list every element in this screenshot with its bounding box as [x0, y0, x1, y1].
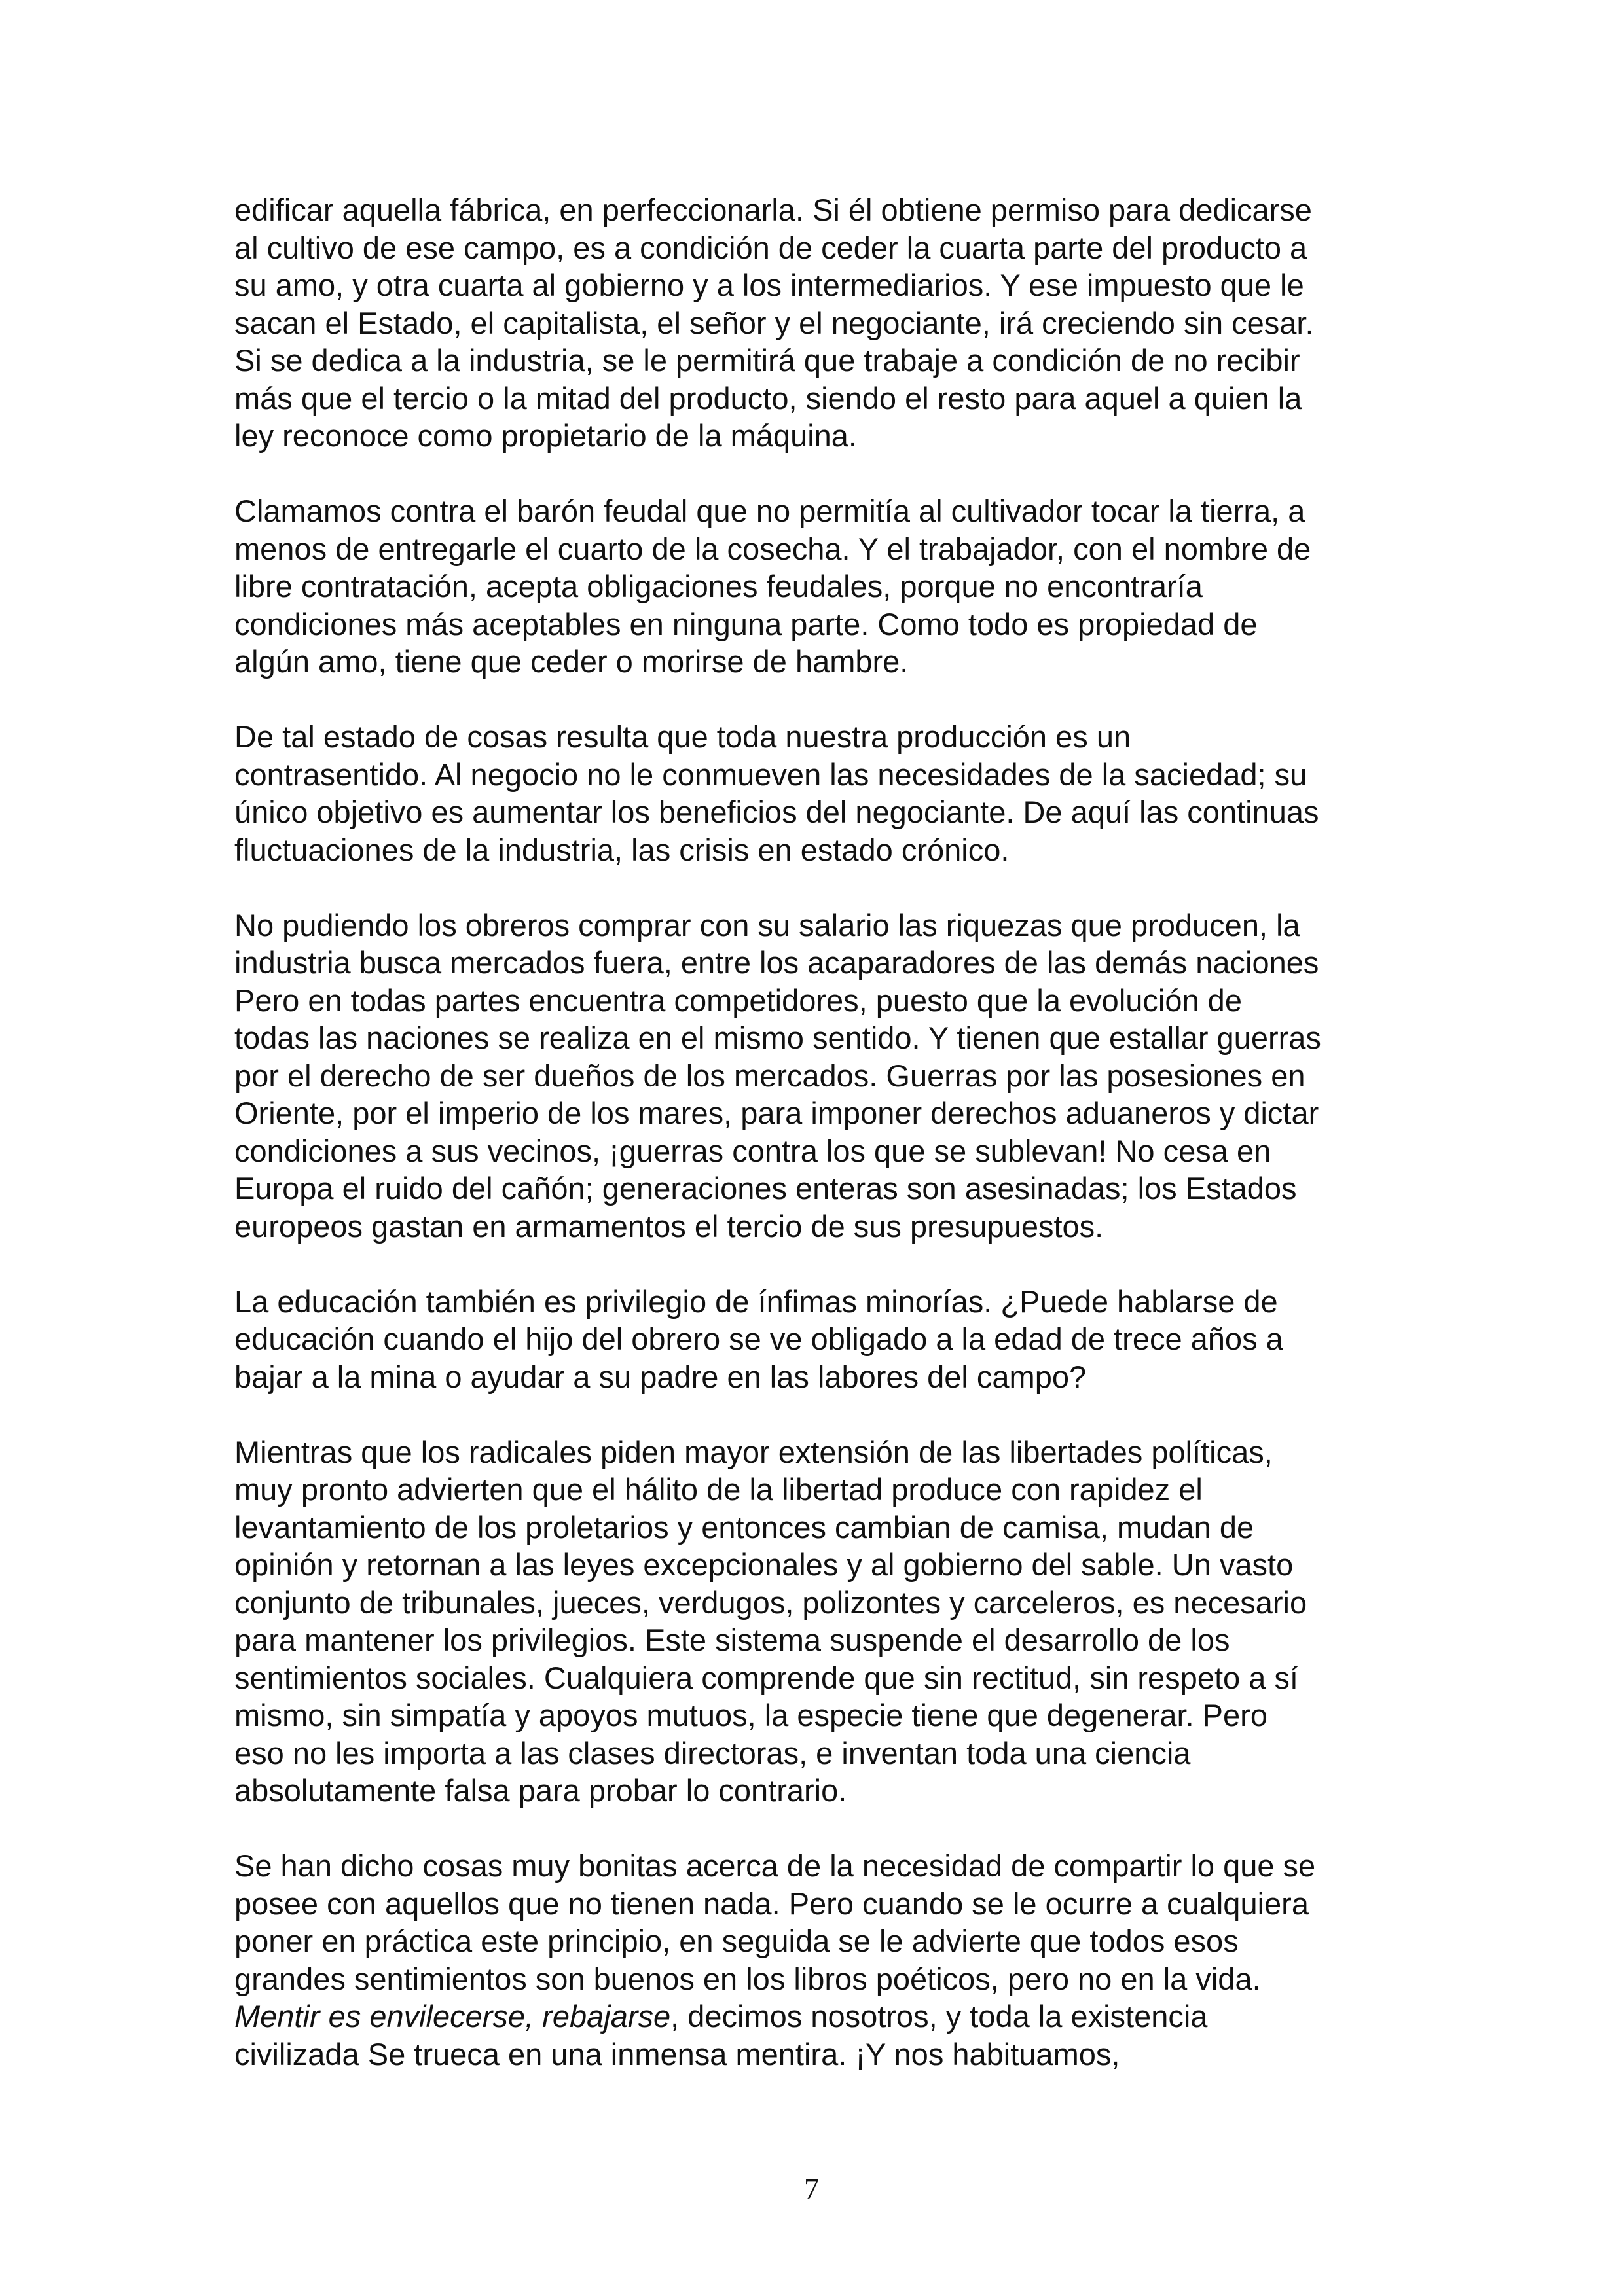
text-line: poner en práctica este principio, en seguida se le advierte que todos esos [234, 1924, 1239, 1958]
text-line: conjunto de tribunales, jueces, verdugos, polizontes y carceleros, es necesario [234, 1585, 1307, 1620]
text-line: único objetivo es aumentar los beneficios del negociante. De aquí las continuas [234, 795, 1319, 829]
paragraph-2 [234, 492, 1413, 681]
text-line: libre contratación, acepta obligaciones feudales, porque no encontraría [234, 569, 1203, 603]
text-line: más que el tercio o la mitad del producto, siendo el resto para aquel a quien la [234, 380, 1302, 416]
paragraph-6 [234, 1433, 1413, 1810]
paragraph-7 [234, 1847, 1413, 2073]
text-line: Se han dicho cosas muy bonitas acerca de la necesidad de compartir lo que se [234, 1848, 1316, 1883]
italic-phrase: Mentir es envilecerse, rebajarse [234, 1999, 671, 2034]
text-line: No pudiendo los obreros comprar con su salario las riquezas que producen, la [234, 907, 1300, 942]
text-line-with-italic [234, 1998, 1413, 2036]
text-line: Oriente, por el imperio de los mares, para imponer derechos aduaneros y dictar [234, 1096, 1319, 1130]
text-line: condiciones más aceptables en ninguna parte. Como todo es propiedad de [234, 606, 1258, 641]
text-line: educación cuando el hijo del obrero se ve obligado a la edad de trece años a [234, 1321, 1283, 1356]
paragraph-1 [234, 191, 1413, 455]
text-line: edificar aquella fábrica, en perfeccionarla. Si él obtiene permiso para dedicarse [234, 192, 1312, 227]
text-line: grandes sentimientos son buenos en los libros poéticos, pero no en la vida. [234, 1961, 1261, 1996]
text-line: por el derecho de ser dueños de los mercados. Guerras por las posesiones en [234, 1058, 1305, 1093]
text-line: sentimientos sociales. Cualquiera comprende que sin rectitud, sin respeto a sí [234, 1660, 1298, 1695]
text-line: para mantener los privilegios. Este sistema suspende el desarrollo de los [234, 1623, 1230, 1657]
text-line: La educación también es privilegio de ínfimas minorías. ¿Puede hablarse de [234, 1283, 1278, 1319]
text-line: Mientras que los radicales piden mayor extensión de las libertades políticas, [234, 1434, 1273, 1469]
text-line: muy pronto advierten que el hálito de la libertad produce con rapidez el [234, 1472, 1203, 1507]
text-line: industria busca mercados fuera, entre los acaparadores de las demás naciones [234, 945, 1319, 980]
paragraph-5 [234, 1283, 1413, 1396]
text-line: Pero en todas partes encuentra competidores, puesto que la evolución de [234, 982, 1242, 1018]
text-line: civilizada Se trueca en una inmensa mentira. ¡Y nos habituamos, [234, 2036, 1120, 2072]
text-line: sacan el Estado, el capitalista, el señor y el negociante, irá creciendo sin cesar. [234, 305, 1314, 340]
text-line: posee con aquellos que no tienen nada. Pero cuando se le ocurre a cualquiera [234, 1886, 1309, 1921]
text-line: Europa el ruido del cañón; generaciones enteras son asesinadas; los Estados [234, 1171, 1297, 1206]
text-line: eso no les importa a las clases directoras, e inventan toda una ciencia [234, 1735, 1191, 1770]
text-line: absolutamente falsa para probar lo contrario. [234, 1773, 847, 1808]
text-line: opinión y retornan a las leyes excepcionales y al gobierno del sable. Un vasto [234, 1547, 1294, 1582]
text-line: fluctuaciones de la industria, las crisis en estado crónico. [234, 832, 1010, 867]
text-line: algún amo, tiene que ceder o morirse de hambre. [234, 644, 909, 679]
text-line: Clamamos contra el barón feudal que no permitía al cultivador tocar la tierra, a [234, 493, 1305, 528]
text-line: ley reconoce como propietario de la máquina. [234, 418, 857, 453]
page-number: 7 [804, 2172, 819, 2206]
text-line: menos de entregarle el cuarto de la cosecha. Y el trabajador, con el nombre de [234, 531, 1311, 566]
text-line: europeos gastan en armamentos el tercio de sus presupuestos. [234, 1208, 1104, 1244]
text-line: su amo, y otra cuarta al gobierno y a los intermediarios. Y ese impuesto que le [234, 268, 1304, 302]
text-line: contrasentido. Al negocio no le conmueven las necesidades de la saciedad; su [234, 757, 1307, 792]
paragraph-3 [234, 718, 1413, 869]
text-fragment: , decimos nosotros, y toda la existencia [670, 1999, 1208, 2034]
body-text [234, 191, 1413, 2111]
text-line: al cultivo de ese campo, es a condición de ceder la cuarta parte del producto a [234, 230, 1307, 265]
text-line: mismo, sin simpatía y apoyos mutuos, la especie tiene que degenerar. Pero [234, 1698, 1267, 1732]
text-line: Si se dedica a la industria, se le permitirá que trabaje a condición de no recibir [234, 343, 1300, 378]
text-line: todas las naciones se realiza en el mismo sentido. Y tienen que estallar guerras [234, 1020, 1321, 1055]
text-line: bajar a la mina o ayudar a su padre en las labores del campo? [234, 1359, 1087, 1394]
text-line: condiciones a sus vecinos, ¡guerras contra los que se sublevan! No cesa en [234, 1133, 1271, 1168]
text-line: levantamiento de los proletarios y entonces cambian de camisa, mudan de [234, 1509, 1254, 1545]
text-line: De tal estado de cosas resulta que toda nuestra producción es un [234, 719, 1131, 754]
paragraph-4 [234, 906, 1413, 1246]
